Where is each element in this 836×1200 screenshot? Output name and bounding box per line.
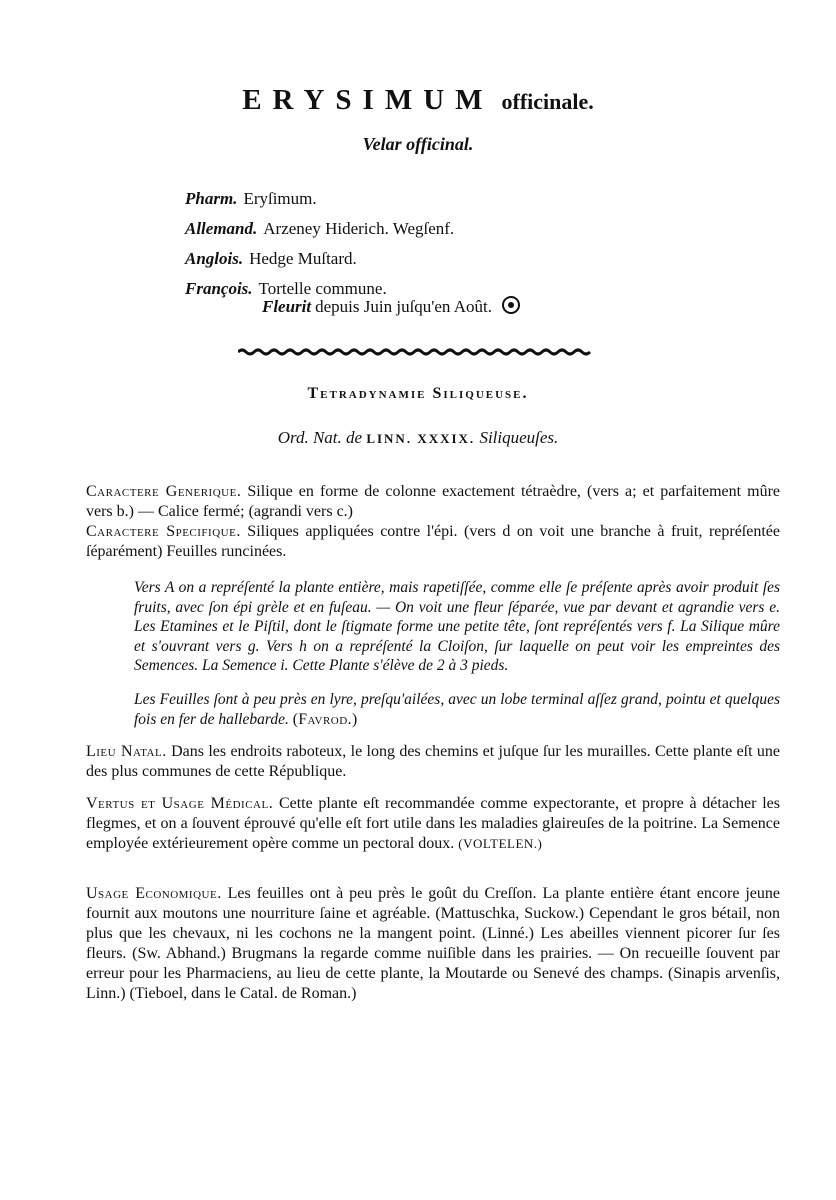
lang-label: Allemand. <box>185 219 258 238</box>
lang-label: François. <box>185 279 253 298</box>
section-label: Caractere Generique. <box>86 483 242 500</box>
leaves-description <box>134 690 780 729</box>
lang-label: Anglois. <box>185 249 244 268</box>
natural-order <box>0 428 836 448</box>
flowering-period <box>262 296 520 317</box>
section-text: Cette plante eſt recommandée comme expectorante, et propre à détacher les flegmes, et on a ſouvent éprouvé qu'elle eſt fort utile dans les maladies glaireuſes de la poitrine. La Semence employée extérieurement opère comme un pectoral doux. <box>86 795 780 852</box>
economic-section <box>86 884 780 1004</box>
page-title <box>0 84 836 117</box>
specific-character <box>86 522 780 562</box>
plant-name: Arzeney Hiderich. Wegſenf. <box>263 219 455 238</box>
plant-description <box>134 578 780 676</box>
name-row-english <box>185 244 454 274</box>
section-label: Caractere Specifique. <box>86 523 241 540</box>
plant-name: Eryſimum. <box>243 189 317 208</box>
section-text: Silique en forme de colonne exactement tétraèdre, (vers a; et parfaitement mûre vers b.) — Calice fermé; (agrandi vers c.) <box>86 483 781 520</box>
class-heading: Tetradynamie Siliqueuse. <box>307 385 529 402</box>
section-label: Vertus et Usage Médical. <box>86 795 274 812</box>
common-name: Velar officinal. <box>362 134 474 154</box>
lang-label: Pharm. <box>185 189 238 208</box>
section-label: Lieu Natal. <box>86 743 167 760</box>
order-prefix: Ord. Nat. de <box>277 428 363 447</box>
vernacular-names <box>185 184 454 304</box>
section-label: Usage Economique. <box>86 885 222 902</box>
leaves-text: Les Feuilles ſont à peu près en lyre, preſqu'ailées, avec un lobe terminal aſſez grand, pointu et quelques fois en fer de hallebarde. <box>134 691 780 728</box>
flowering-text: depuis Juin juſqu'en Août. <box>315 297 492 316</box>
generic-character <box>86 482 780 522</box>
ornament-divider <box>238 348 594 356</box>
name-row-pharm <box>185 184 454 214</box>
species-name: officinale. <box>501 89 594 114</box>
author-citation: (Favrod.) <box>292 710 358 728</box>
flowering-label: Fleurit <box>262 297 312 316</box>
genus-name: ERYSIMUM <box>242 84 494 116</box>
medical-section <box>86 794 780 854</box>
order-suffix: Siliqueuſes. <box>479 428 559 447</box>
section-text: Siliques appliquées contre l'épi. (vers d on voit une branche à fruit, repréſentée ſéparément) Feuilles runcinées. <box>86 523 781 560</box>
description-text: Vers A on a repréſenté la plante entière, mais rapetiſſée, comme elle ſe préſente après avoir produit ſes fruits, avec ſon épi grèle et en fuſeau. — On voit une fleur ſéparée, vue par devant et agrandie vers e. Les Etamines et le Piſtil, dont le ſtigmate forme une petite tête, ſont repréſentés vers f. La Silique mûre et s'ouvrant vers g. Vers h on a repréſenté la Cloiſon, ſur laquelle on peut voir les empreintes des Semences. La Semence i. Cette Plante s'élève de 2 à 3 pieds. <box>134 579 780 674</box>
order-linn: LINN. XXXIX. <box>366 431 476 446</box>
plant-name: Hedge Muſtard. <box>249 249 357 268</box>
author-citation: (VOLTELEN.) <box>458 836 543 851</box>
perennial-symbol-icon <box>502 296 520 314</box>
name-row-german <box>185 214 454 244</box>
habitat-section <box>86 742 780 782</box>
plant-name: Tortelle commune. <box>258 279 387 298</box>
section-text: Dans les endroits raboteux, le long des chemins et juſque ſur les murailles. Cette plante eſt une des plus communes de cette République. <box>86 743 781 780</box>
section-text: Les feuilles ont à peu près le goût du Creſſon. La plante entière étant encore jeune fournit aux moutons une nourriture ſaine et agréable. (Mattuschka, Suckow.) Cependant le gros bétail, non plus que les chevaux, ni les cochons ne la mangent point. (Linné.) Les abeilles viennent picorer ſur ſes fleurs. (Sw. Abhand.) Brugmans la regarde comme nuiſible dans les prairies. — On recueille ſouvent par erreur pour les Pharmaciens, au lieu de cette plante, la Moutarde ou Senevé des champs. (Sinapis arvenſis, Linn.) (Tieboel, dans le Catal. de Roman.) <box>86 885 781 1002</box>
